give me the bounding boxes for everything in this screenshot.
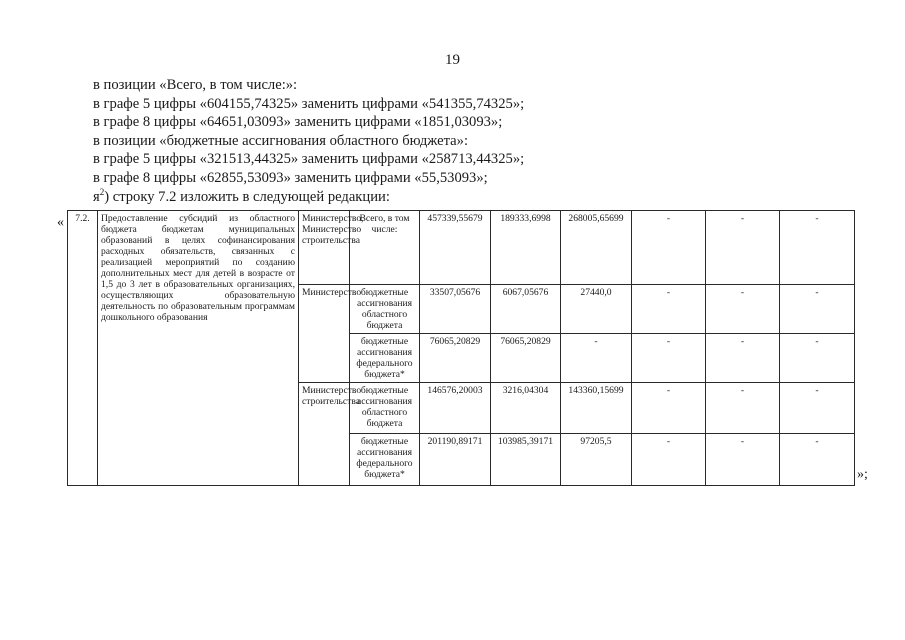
value-year-5: -: [780, 211, 855, 285]
value-total: 201190,89171: [420, 434, 491, 486]
value-year-3: -: [632, 334, 706, 383]
closing-quote: »;: [857, 467, 868, 482]
page-number: 19: [445, 52, 460, 68]
value-year-2: 268005,65699: [561, 211, 632, 285]
value-total: 33507,05676: [420, 285, 491, 334]
value-year-4: -: [706, 334, 780, 383]
paragraph: в графе 5 цифры «604155,74325» заменить цифрами «541355,74325»;: [93, 95, 525, 112]
amendment-text: [93, 76, 813, 206]
value-year-5: -: [780, 383, 855, 434]
value-year-4: -: [706, 434, 780, 486]
value-year-2: 143360,15699: [561, 383, 632, 434]
executor-cell: Министерство: [299, 285, 350, 383]
item-text: ) строку 7.2 изложить в следующей редакции:: [104, 188, 390, 205]
value-year-5: -: [780, 285, 855, 334]
value-year-3: -: [632, 211, 706, 285]
measure-description: Предоставление субсидий из областного бюджета бюджетам муниципальных образований в целях софинансирования расходных обязательств, связанных с реализацией мероприятий по созданию дополнительных мест для детей в возрасте от 1,5 до 3 лет в образовательных организациях, осуществляющих образовательную деятельность по образовательным программам дошкольного образования: [98, 211, 299, 486]
funding-source: Всего, в том числе:: [350, 211, 420, 285]
value-year-4: -: [706, 383, 780, 434]
value-year-1: 103985,39171: [491, 434, 561, 486]
funding-source: бюджетные ассигнования областного бюджета: [350, 383, 420, 434]
paragraph-item-ya2: [93, 188, 813, 207]
value-year-5: -: [780, 334, 855, 383]
paragraph: в графе 8 цифры «64651,03093» заменить цифрами «1851,03093»;: [93, 114, 503, 131]
value-total: 76065,20829: [420, 334, 491, 383]
paragraph: в графе 5 цифры «321513,44325» заменить цифрами «258713,44325»;: [93, 151, 525, 168]
value-year-3: -: [632, 285, 706, 334]
value-total: 457339,55679: [420, 211, 491, 285]
value-total: 146576,20003: [420, 383, 491, 434]
funding-source: бюджетные ассигнования федерального бюджета*: [350, 334, 420, 383]
item-superscript: 2: [99, 186, 105, 197]
paragraph: в позиции «бюджетные ассигнования областного бюджета»:: [93, 132, 468, 149]
value-year-5: -: [780, 434, 855, 486]
value-year-1: 189333,6998: [491, 211, 561, 285]
value-year-2: 97205,5: [561, 434, 632, 486]
item-letter: я: [93, 188, 100, 205]
value-year-1: 3216,04304: [491, 383, 561, 434]
value-year-3: -: [632, 383, 706, 434]
row-number: 7.2.: [68, 211, 98, 486]
value-year-2: -: [561, 334, 632, 383]
value-year-2: 27440,0: [561, 285, 632, 334]
value-year-1: 76065,20829: [491, 334, 561, 383]
value-year-4: -: [706, 285, 780, 334]
value-year-3: -: [632, 434, 706, 486]
executor-cell: Министерство строительства: [299, 383, 350, 486]
paragraph: в позиции «Всего, в том числе:»:: [93, 77, 298, 93]
funding-source: бюджетные ассигнования областного бюджета: [350, 285, 420, 334]
value-year-4: -: [706, 211, 780, 285]
executor-cell: Министерство, Министерство строительства: [299, 211, 350, 285]
table-row: [68, 211, 855, 285]
value-year-1: 6067,05676: [491, 285, 561, 334]
paragraph: в графе 8 цифры «62855,53093» заменить цифрами «55,53093»;: [93, 169, 488, 186]
funding-source: бюджетные ассигнования федерального бюджета*: [350, 434, 420, 486]
budget-table: [67, 210, 855, 486]
opening-quote: «: [57, 215, 64, 230]
